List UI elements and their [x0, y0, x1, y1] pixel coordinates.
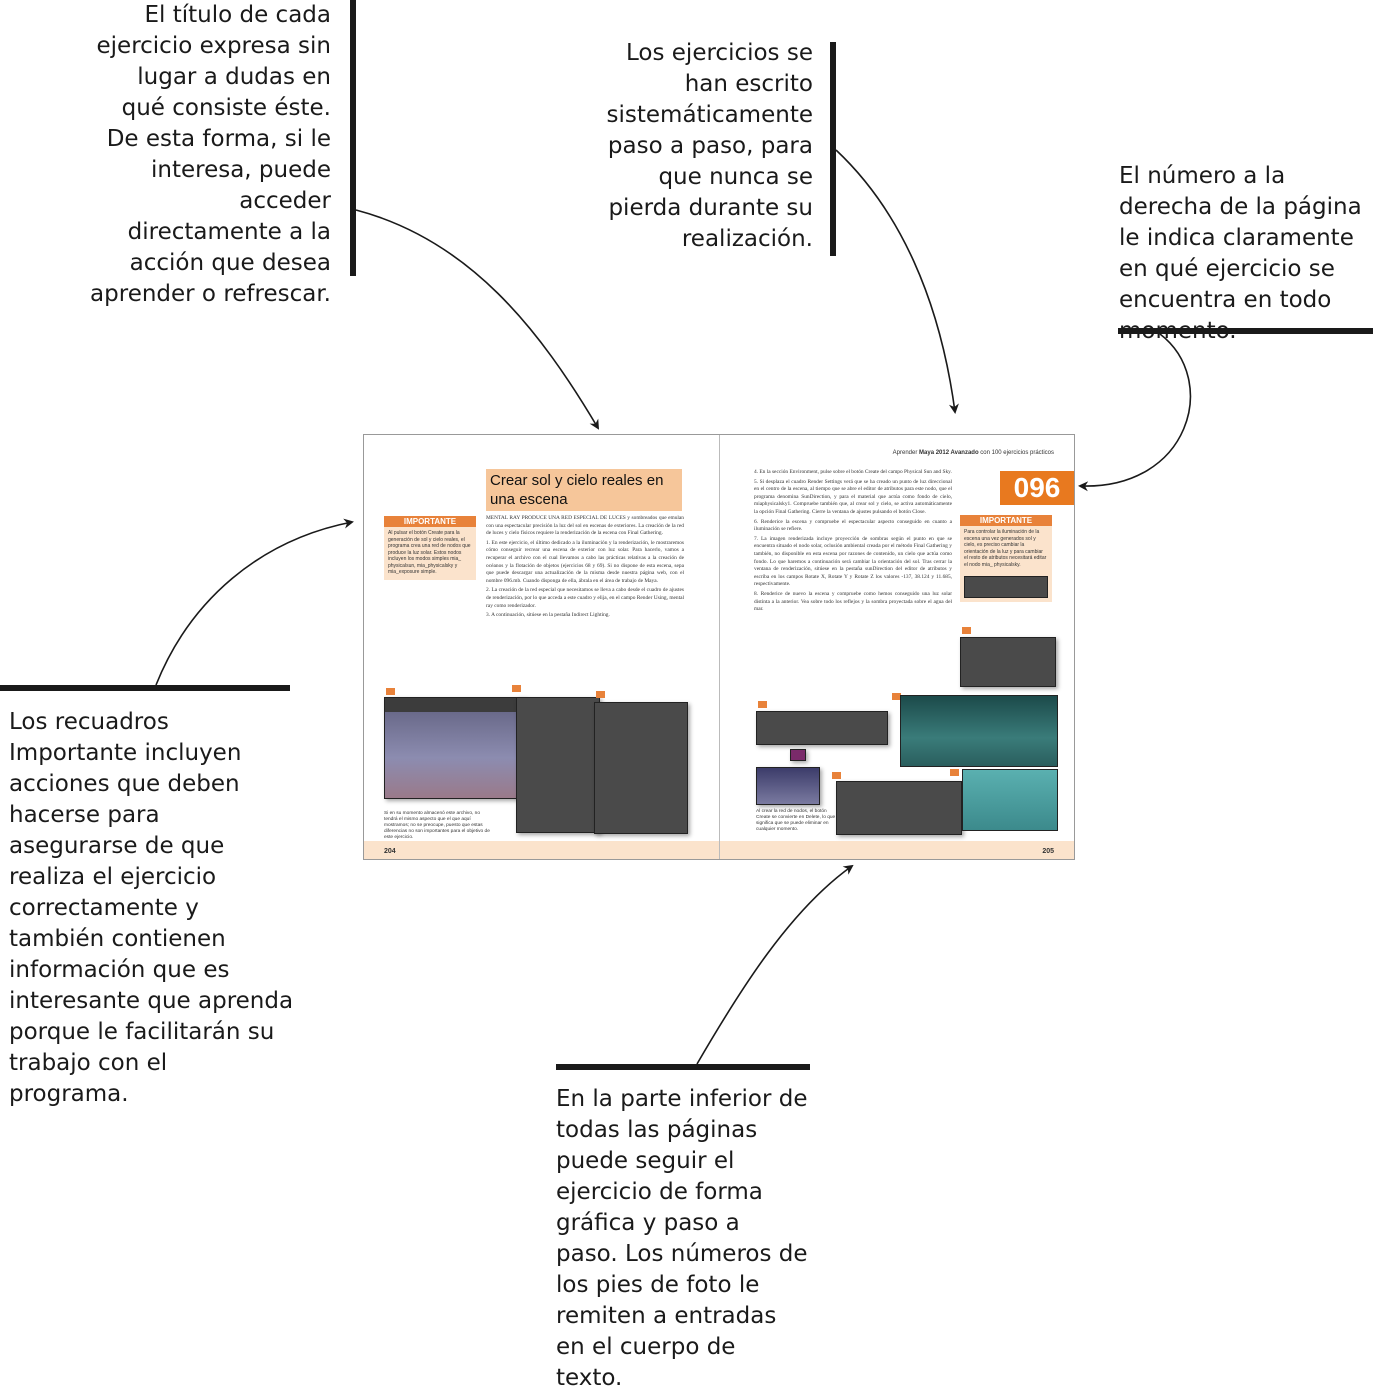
- arrow-title: [356, 210, 598, 428]
- left-footer-band: [364, 841, 719, 859]
- running-head-pre: Aprender: [892, 450, 920, 456]
- important-label-left: IMPORTANTE: [384, 516, 476, 527]
- callout-important-text: Los recuadros Importante incluyen acciones que deben hacerse para asegurarse de que realiza el ejercicio correctamente y también contienen información que es interesante que aprenda porque le facilitarán su trabajo con el programa.: [9, 709, 294, 1107]
- left-step-3: 3. A continuación, sitúese en la pestaña Indirect Lighting.: [486, 612, 610, 619]
- screenshot-sun-direction: [836, 781, 962, 835]
- step-tag-3: [596, 691, 605, 698]
- left-page-number: 204: [384, 848, 396, 855]
- arrow-number: [1080, 334, 1190, 486]
- callout-steps-text: Los ejercicios se han escrito sistemáticamente paso a paso, para que nunca se pierda durante su realización.: [606, 40, 813, 252]
- callout-bottom-text: En la parte inferior de todas las páginas puede seguir el ejercicio de forma gráfica y paso a paso. Los números de los pies de foto le remiten a entradas en el cuerpo de texto.: [556, 1086, 808, 1391]
- arrow-important: [156, 522, 352, 685]
- right-step-5: 5. Si desplaza el cuadro Render Settings verá que se ha creado un punto de luz direccional en el centro de la escena, al tiempo que se abre el editor de atributos para este nodo, que el programa denomina SunDirection, y para el material que actúa como fondo de cielo, miaphysicalsky1. Compruebe también que, al crear sol y cielo, se activa automáticamente la opción Final Gathering. Cierre la ventana de ajustes pulsando el botón Close.: [754, 478, 952, 515]
- callout-steps-bar: [830, 42, 836, 256]
- callout-title-bar: [350, 0, 356, 276]
- render-ocean-2: [962, 769, 1058, 831]
- exercise-title: Crear sol y cielo reales en una escena: [486, 469, 682, 511]
- left-body-text: [486, 515, 684, 622]
- step-tag-2: [512, 685, 521, 692]
- important-create-button-shot: [964, 576, 1048, 598]
- right-body-text: [754, 469, 952, 616]
- callout-title-text: El título de cada ejercicio expresa sin lugar a dudas en qué consiste éste. De esta forma, si le interesa, puede acceder directamente a la acción que desea aprender o refrescar.: [90, 2, 331, 307]
- left-page: [364, 435, 719, 859]
- right-step-6: 6. Renderice la escena y compruebe el espectacular aspecto conseguido en cuanto a iluminación se refiere.: [754, 518, 952, 533]
- screenshot-attribute-editor: [960, 637, 1056, 687]
- right-page: [720, 435, 1074, 859]
- right-step-8: 8. Renderice de nuevo la escena y compruebe como hemos conseguido una luz solar distinta a la anterior. Vea sobre todo los reflejos y la sombra proyectada sobre el agua del mar.: [754, 590, 952, 613]
- left-intro: MENTAL RAY PRODUCE UNA RED ESPECIAL DE LUCES y sombreados que emulan con una espectacular precisión la luz del sol en escenas de exteriores. La creación de la red de luces y cielo físicos requiere la renderización de la escena con Final Gathering.: [486, 515, 684, 537]
- step-tag-8: [950, 769, 959, 776]
- important-label-right: IMPORTANTE: [960, 515, 1052, 526]
- left-step-1: 1. En este ejercicio, el último dedicado a la iluminación y la renderización, le mostraremos cómo conseguir recrear una escena de exterior con luz solar. Para hacerlo, vamos a recuperar el archivo con el cual llevamos a cabo las prácticas relativas a la creación de océanos y la flotación de objetos (ejercicios 68 y 69). Si no dispone de esta escena, sepa que puede descargar una actualización de la misma desde nuestra página web, con el nombre 096.mb. Cuando disponga de ella, ábrala en el área de trabajo de Maya.: [486, 539, 684, 584]
- right-step-7: 7. La imagen renderizada incluye proyección de sombras según el punto en que se encuentra situado el nodo solar, oclusión ambiental creada por el método Final Gathering y también, no disponible en esta escena por razones de contenido, un cielo que actúa como fondo. Lo que haremos a continuación será cambiar la orientación del sol. Tras cerrar la ventana de renderización, sitúese en la pestaña sunDirection del editor de atributos y escriba en los campos Rotate X, Rotate Y y Rotate Z los valores -137, 38.124 y 11.685, respectivamente.: [754, 535, 952, 588]
- callout-number-text: El número a la derecha de la página le indica claramente en qué ejercicio se encuentra en todo: [1119, 163, 1362, 313]
- running-head-post: con 100 ejercicios prácticos: [978, 450, 1054, 456]
- right-caption: Al crear la red de nodos, el botón Create se convierte en Delete, lo que significa que se puede eliminar en cualquier momento.: [756, 809, 836, 832]
- screenshot-maya-viewport: [384, 697, 526, 799]
- exercise-number-badge: 096: [1000, 471, 1074, 505]
- left-step-2: 2. La creación de la red especial que necesitamos se lleva a cabo desde el cuadro de ajustes de renderización, por lo que acceda a este cuadro y elija, en el campo Render Using, mental ray como renderizador.: [486, 587, 684, 609]
- right-page-number: 205: [1042, 848, 1054, 855]
- running-head-bold: Maya 2012 Avanzado: [919, 450, 979, 456]
- important-box-right: [960, 515, 1052, 602]
- screenshot-render-settings: [516, 697, 600, 833]
- step-tag-1: [386, 688, 395, 695]
- important-box-left: [384, 516, 476, 580]
- callout-number-bar: [1118, 328, 1373, 334]
- render-ocean-1: [900, 695, 1058, 767]
- left-caption: Si en su momento almacenó este archivo, no tendrá el mismo aspecto que el que aquí mostramos; no se preocupe, puesto que estas diferencias no son importantes para el objetivo de este ejercicio.: [384, 811, 490, 840]
- right-footer-band: [720, 841, 1074, 859]
- screenshot-indirect-lighting: [594, 702, 688, 834]
- step-tag-5: [962, 627, 971, 634]
- right-step-4: 4. En la sección Environment, pulse sobre el botón Create del campo Physical Sun and Sky.: [754, 469, 952, 475]
- step-tag-7: [832, 772, 841, 779]
- step-tag-4: [758, 701, 767, 708]
- screenshot-node-icon: [790, 749, 806, 761]
- callout-important-bar: [0, 685, 290, 691]
- important-text-left: Al pulsar el botón Create para la generación de sol y cielo reales, el programa crea una red de nodos que produce la luz solar. Estos nodos incluyen los modos simples mia_ physicalsun, mia_physicalsky y mia_exposure simple.: [388, 530, 471, 575]
- running-head: [893, 450, 1054, 456]
- screenshot-viewport-small: [756, 767, 820, 805]
- important-text-right: Para controlar la iluminación de la escena una vez generados sol y cielo, es preciso cambiar la orientación de la luz y para cambiar el resto de atributos necesitará editar el nodo mia_ physicalsky.: [964, 529, 1047, 568]
- screenshot-environment: [756, 711, 888, 745]
- book-spread: [363, 434, 1075, 860]
- callout-bottom-bar: [556, 1064, 810, 1070]
- arrow-bottom: [697, 866, 852, 1064]
- arrow-steps: [836, 150, 955, 412]
